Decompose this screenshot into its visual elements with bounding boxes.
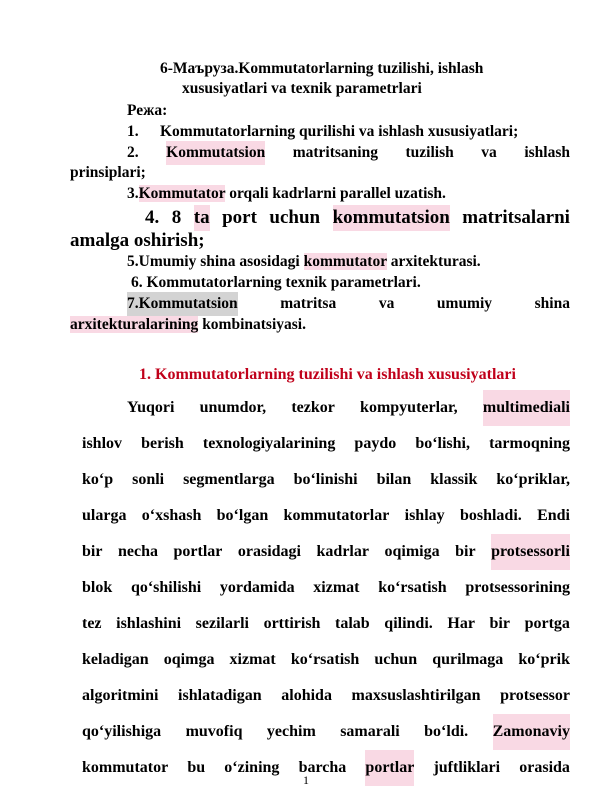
- plan-item-1: 1. Kommutatorlarning qurilishi va ishlash xususiyatlari;: [127, 123, 519, 140]
- body-line-6: blok qo‘shilishi yordamida xizmat ko‘rsatish protsessorining: [82, 579, 570, 596]
- body-line-5: bir necha portlar orasidagi kadrlar oqimiga bir protsessorli: [0, 534, 612, 570]
- body-line-1: Yuqori unumdor, tezkor kompyuterlar, multimediali: [0, 390, 612, 426]
- section-heading: 1. Kommutatorlarning tuzilishi va ishlash xususiyatlari: [139, 366, 516, 383]
- body-line-10: qo‘yilishiga muvofiq yechim samarali bo‘ldi. Zamonaviy: [0, 714, 612, 750]
- body-line-4: ularga o‘xshash bo‘lgan kommutatorlar ishlay boshladi. Endi: [82, 507, 570, 524]
- plan-item-2: 2. Kommutatsion matritsaning tuzilish va ishlash: [0, 141, 612, 165]
- page-number: 1: [303, 773, 309, 787]
- plan-item-3: 3.Kommutator orqali kadrlarni parallel uzatish.: [127, 185, 446, 202]
- plan-item-7-cont: arxitekturalarining kombinatsiyasi.: [70, 316, 306, 333]
- lecture-title-line1: 6-Маъруза.Kommutatorlarning tuzilishi, ishlash: [160, 60, 484, 77]
- plan-item-4: 4. 8 ta port uchun kommutatsion matritsalarni: [0, 205, 612, 231]
- body-line-9: algoritmini ishlatadigan alohida maxsuslashtirilgan protsessor: [82, 687, 570, 704]
- body-line-8: keladigan oqimga xizmat ko‘rsatish uchun qurilmaga ko‘prik: [82, 651, 570, 668]
- plan-item-5: 5.Umumiy shina asosidagi kommutator arxitekturasi.: [127, 253, 481, 270]
- plan-item-7: 7.Kommutatsion matritsa va umumiy shina: [0, 292, 612, 316]
- body-line-7: tez ishlashini sezilarli orttirish talab qilindi. Har bir portga: [82, 615, 570, 632]
- lecture-title-line2: xususiyatlari va texnik parametrlari: [182, 80, 422, 97]
- plan-item-2-cont: prinsiplari;: [70, 164, 146, 181]
- plan-item-4-cont: amalga oshirish;: [70, 230, 205, 251]
- body-line-3: ko‘p sonli segmentlarga bo‘linishi bilan klassik ko‘priklar,: [82, 471, 570, 488]
- plan-item-6: 6. Kommutatorlarning texnik parametrlari.: [131, 274, 421, 291]
- plan-label: Режа:: [127, 102, 168, 119]
- body-line-2: ishlov berish texnologiyalarining paydo bo‘lishi, tarmoqning: [82, 435, 570, 452]
- body-line-11: kommutator bu o‘zining barcha portlar juftliklari orasida: [0, 750, 612, 786]
